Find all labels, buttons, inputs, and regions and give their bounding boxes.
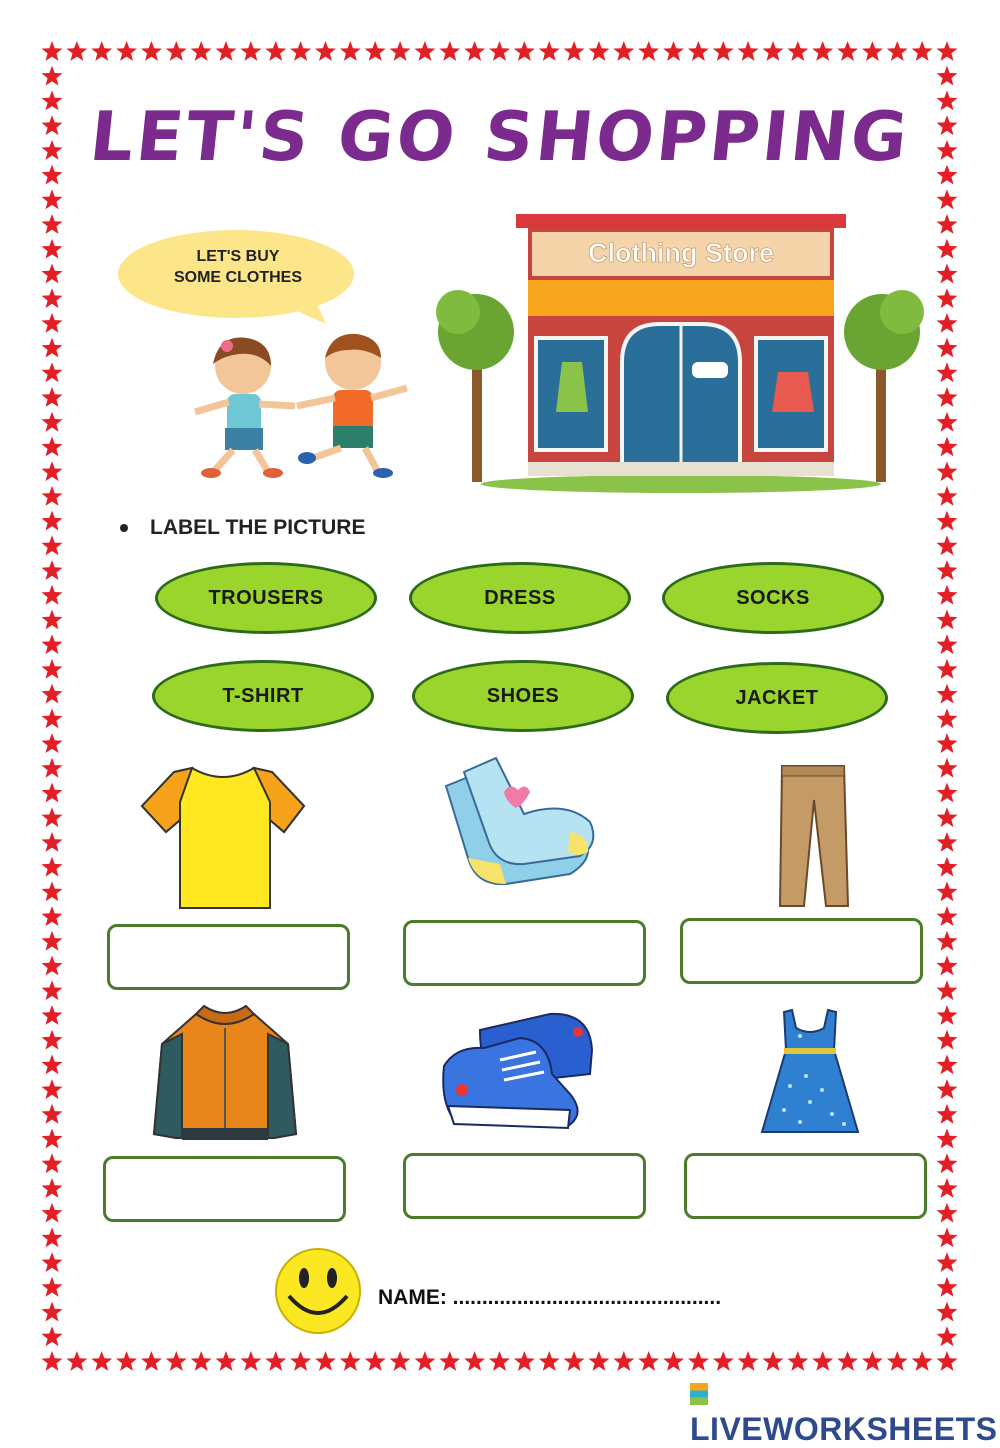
border-star <box>390 41 411 61</box>
border-star <box>42 1129 63 1149</box>
border-star <box>42 239 63 259</box>
border-star <box>42 857 63 877</box>
border-star <box>42 610 63 630</box>
border-star <box>937 313 958 333</box>
border-star <box>42 214 63 234</box>
border-star <box>937 832 958 852</box>
instruction <box>120 516 365 540</box>
border-star <box>42 906 63 926</box>
border-star <box>42 41 63 61</box>
border-star <box>937 708 958 728</box>
border-star <box>42 881 63 901</box>
border-star <box>937 189 958 209</box>
border-star <box>42 585 63 605</box>
border-star <box>42 634 63 654</box>
name-field-label: NAME: .............................................. <box>378 1286 722 1309</box>
border-star <box>464 41 485 61</box>
border-star <box>365 1351 386 1371</box>
border-star <box>439 41 460 61</box>
speech-line-1: LET'S BUY <box>196 248 280 265</box>
border-star <box>862 41 883 61</box>
border-star <box>937 783 958 803</box>
border-star <box>42 535 63 555</box>
border-star <box>763 1351 784 1371</box>
border-star <box>937 634 958 654</box>
border-star <box>42 832 63 852</box>
answer-box-jacket[interactable] <box>103 1156 346 1222</box>
border-star <box>42 1005 63 1025</box>
border-star <box>315 1351 336 1371</box>
border-star <box>564 41 585 61</box>
answer-box-socks[interactable] <box>403 920 646 986</box>
border-star <box>42 1054 63 1074</box>
children-illustration <box>185 328 415 483</box>
border-star <box>42 1252 63 1272</box>
border-star <box>365 41 386 61</box>
store-sign: Clothing Store <box>588 238 774 268</box>
trousers-picture <box>776 764 850 910</box>
border-star <box>42 1227 63 1247</box>
border-star <box>713 41 734 61</box>
border-star <box>937 1178 958 1198</box>
border-star <box>42 461 63 481</box>
border-star <box>240 1351 261 1371</box>
border-star <box>42 1178 63 1198</box>
border-star <box>937 1079 958 1099</box>
border-star <box>42 1203 63 1223</box>
border-star <box>613 1351 634 1371</box>
border-star <box>937 807 958 827</box>
speech-bubble-text <box>120 246 356 288</box>
border-star <box>91 41 112 61</box>
border-star <box>42 1104 63 1124</box>
border-star <box>216 41 237 61</box>
border-star <box>42 486 63 506</box>
border-star <box>141 1351 162 1371</box>
border-star <box>42 1030 63 1050</box>
border-star <box>42 288 63 308</box>
border-star <box>937 1302 958 1322</box>
border-star <box>638 1351 659 1371</box>
border-star <box>638 41 659 61</box>
border-star <box>937 906 958 926</box>
border-star <box>42 1153 63 1173</box>
border-star <box>42 189 63 209</box>
border-star <box>42 807 63 827</box>
border-star <box>42 264 63 284</box>
liveworksheets-logo-icon <box>690 1383 708 1405</box>
border-star <box>191 1351 212 1371</box>
border-star <box>42 511 63 531</box>
word-trousers[interactable]: TROUSERS <box>155 562 377 634</box>
border-star <box>937 1277 958 1297</box>
bullet-icon <box>120 524 128 532</box>
border-star <box>42 708 63 728</box>
border-star <box>837 1351 858 1371</box>
socks-picture <box>440 752 600 902</box>
border-star <box>42 783 63 803</box>
border-star <box>589 41 610 61</box>
answer-box-t-shirt[interactable] <box>107 924 350 990</box>
border-star <box>539 1351 560 1371</box>
border-star <box>42 1277 63 1297</box>
border-star <box>812 1351 833 1371</box>
border-star <box>937 980 958 1000</box>
t-shirt-picture <box>140 762 306 912</box>
border-star <box>937 1054 958 1074</box>
border-star <box>937 362 958 382</box>
border-star <box>42 659 63 679</box>
border-star <box>937 338 958 358</box>
footer-brand-text: LIVEWORKSHEETS <box>690 1411 998 1447</box>
border-star <box>265 41 286 61</box>
page-title: LET'S GO SHOPPING <box>86 98 914 177</box>
border-star <box>937 387 958 407</box>
border-star <box>937 461 958 481</box>
clothing-store-illustration <box>436 212 926 494</box>
border-star <box>589 1351 610 1371</box>
border-star <box>937 1203 958 1223</box>
border-star <box>489 1351 510 1371</box>
border-star <box>937 486 958 506</box>
border-star <box>42 1079 63 1099</box>
border-star <box>42 362 63 382</box>
border-star <box>290 1351 311 1371</box>
border-star <box>937 857 958 877</box>
border-star <box>141 41 162 61</box>
jacket-picture <box>150 1004 300 1144</box>
border-star <box>738 41 759 61</box>
border-star <box>415 1351 436 1371</box>
border-star <box>937 560 958 580</box>
border-star <box>812 41 833 61</box>
border-star <box>937 288 958 308</box>
border-star <box>340 1351 361 1371</box>
border-star <box>937 610 958 630</box>
border-star <box>837 41 858 61</box>
dress-picture <box>760 1006 860 1136</box>
border-star <box>439 1351 460 1371</box>
border-star <box>42 338 63 358</box>
border-star <box>937 535 958 555</box>
border-star <box>937 1227 958 1247</box>
border-star <box>887 41 908 61</box>
border-star <box>937 1129 958 1149</box>
border-star <box>937 1104 958 1124</box>
border-star <box>862 1351 883 1371</box>
answer-box-dress[interactable] <box>684 1153 927 1219</box>
border-star <box>713 1351 734 1371</box>
border-star <box>937 1005 958 1025</box>
border-star <box>514 41 535 61</box>
word-shoes[interactable]: SHOES <box>412 660 634 732</box>
border-star <box>937 66 958 86</box>
answer-box-shoes[interactable] <box>403 1153 646 1219</box>
border-star <box>688 41 709 61</box>
border-star <box>937 437 958 457</box>
border-star <box>937 684 958 704</box>
border-star <box>116 1351 137 1371</box>
border-star <box>787 41 808 61</box>
border-star <box>66 41 87 61</box>
border-star <box>489 41 510 61</box>
shoes-picture <box>440 1010 600 1138</box>
border-star <box>937 758 958 778</box>
border-star <box>937 956 958 976</box>
border-star <box>937 1153 958 1173</box>
border-star <box>937 412 958 432</box>
border-star <box>937 931 958 951</box>
border-star <box>216 1351 237 1371</box>
border-star <box>340 41 361 61</box>
border-star <box>42 66 63 86</box>
border-star <box>42 684 63 704</box>
answer-box-trousers[interactable] <box>680 918 923 984</box>
border-star <box>937 1326 958 1346</box>
border-star <box>564 1351 585 1371</box>
border-star <box>514 1351 535 1371</box>
border-star <box>887 1351 908 1371</box>
border-star <box>42 1326 63 1346</box>
border-star <box>42 1302 63 1322</box>
word-jacket[interactable]: JACKET <box>666 662 888 734</box>
word-socks[interactable]: SOCKS <box>662 562 884 634</box>
border-star <box>166 41 187 61</box>
border-star <box>937 511 958 531</box>
border-star <box>42 956 63 976</box>
border-star <box>91 1351 112 1371</box>
border-star <box>42 560 63 580</box>
border-star <box>240 41 261 61</box>
border-star <box>937 264 958 284</box>
footer-brand <box>690 1374 1000 1448</box>
border-star <box>663 1351 684 1371</box>
border-star <box>42 313 63 333</box>
border-star <box>42 1351 63 1371</box>
word-t-shirt[interactable]: T-SHIRT <box>152 660 374 732</box>
border-star <box>937 41 958 61</box>
border-star <box>42 733 63 753</box>
border-star <box>663 41 684 61</box>
border-star <box>42 412 63 432</box>
border-star <box>763 41 784 61</box>
border-star <box>166 1351 187 1371</box>
speech-line-2: SOME CLOTHES <box>173 269 302 286</box>
smiley-icon <box>273 1246 363 1336</box>
border-star <box>912 1351 933 1371</box>
border-star <box>937 1351 958 1371</box>
border-star <box>415 41 436 61</box>
border-star <box>539 41 560 61</box>
border-star <box>937 585 958 605</box>
border-star <box>688 1351 709 1371</box>
border-star <box>937 239 958 259</box>
border-star <box>265 1351 286 1371</box>
border-star <box>42 980 63 1000</box>
border-star <box>315 41 336 61</box>
border-star <box>937 1030 958 1050</box>
border-star <box>738 1351 759 1371</box>
instruction-text: LABEL THE PICTURE <box>150 516 366 539</box>
border-star <box>191 41 212 61</box>
border-star <box>613 41 634 61</box>
border-star <box>937 1252 958 1272</box>
border-star <box>937 733 958 753</box>
border-star <box>42 931 63 951</box>
border-star <box>937 214 958 234</box>
border-star <box>116 41 137 61</box>
border-star <box>390 1351 411 1371</box>
border-star <box>464 1351 485 1371</box>
border-star <box>66 1351 87 1371</box>
border-star <box>290 41 311 61</box>
border-star <box>937 881 958 901</box>
border-star <box>42 758 63 778</box>
word-dress[interactable]: DRESS <box>409 562 631 634</box>
border-star <box>937 659 958 679</box>
border-star <box>42 387 63 407</box>
border-star <box>42 437 63 457</box>
border-star <box>787 1351 808 1371</box>
border-star <box>912 41 933 61</box>
